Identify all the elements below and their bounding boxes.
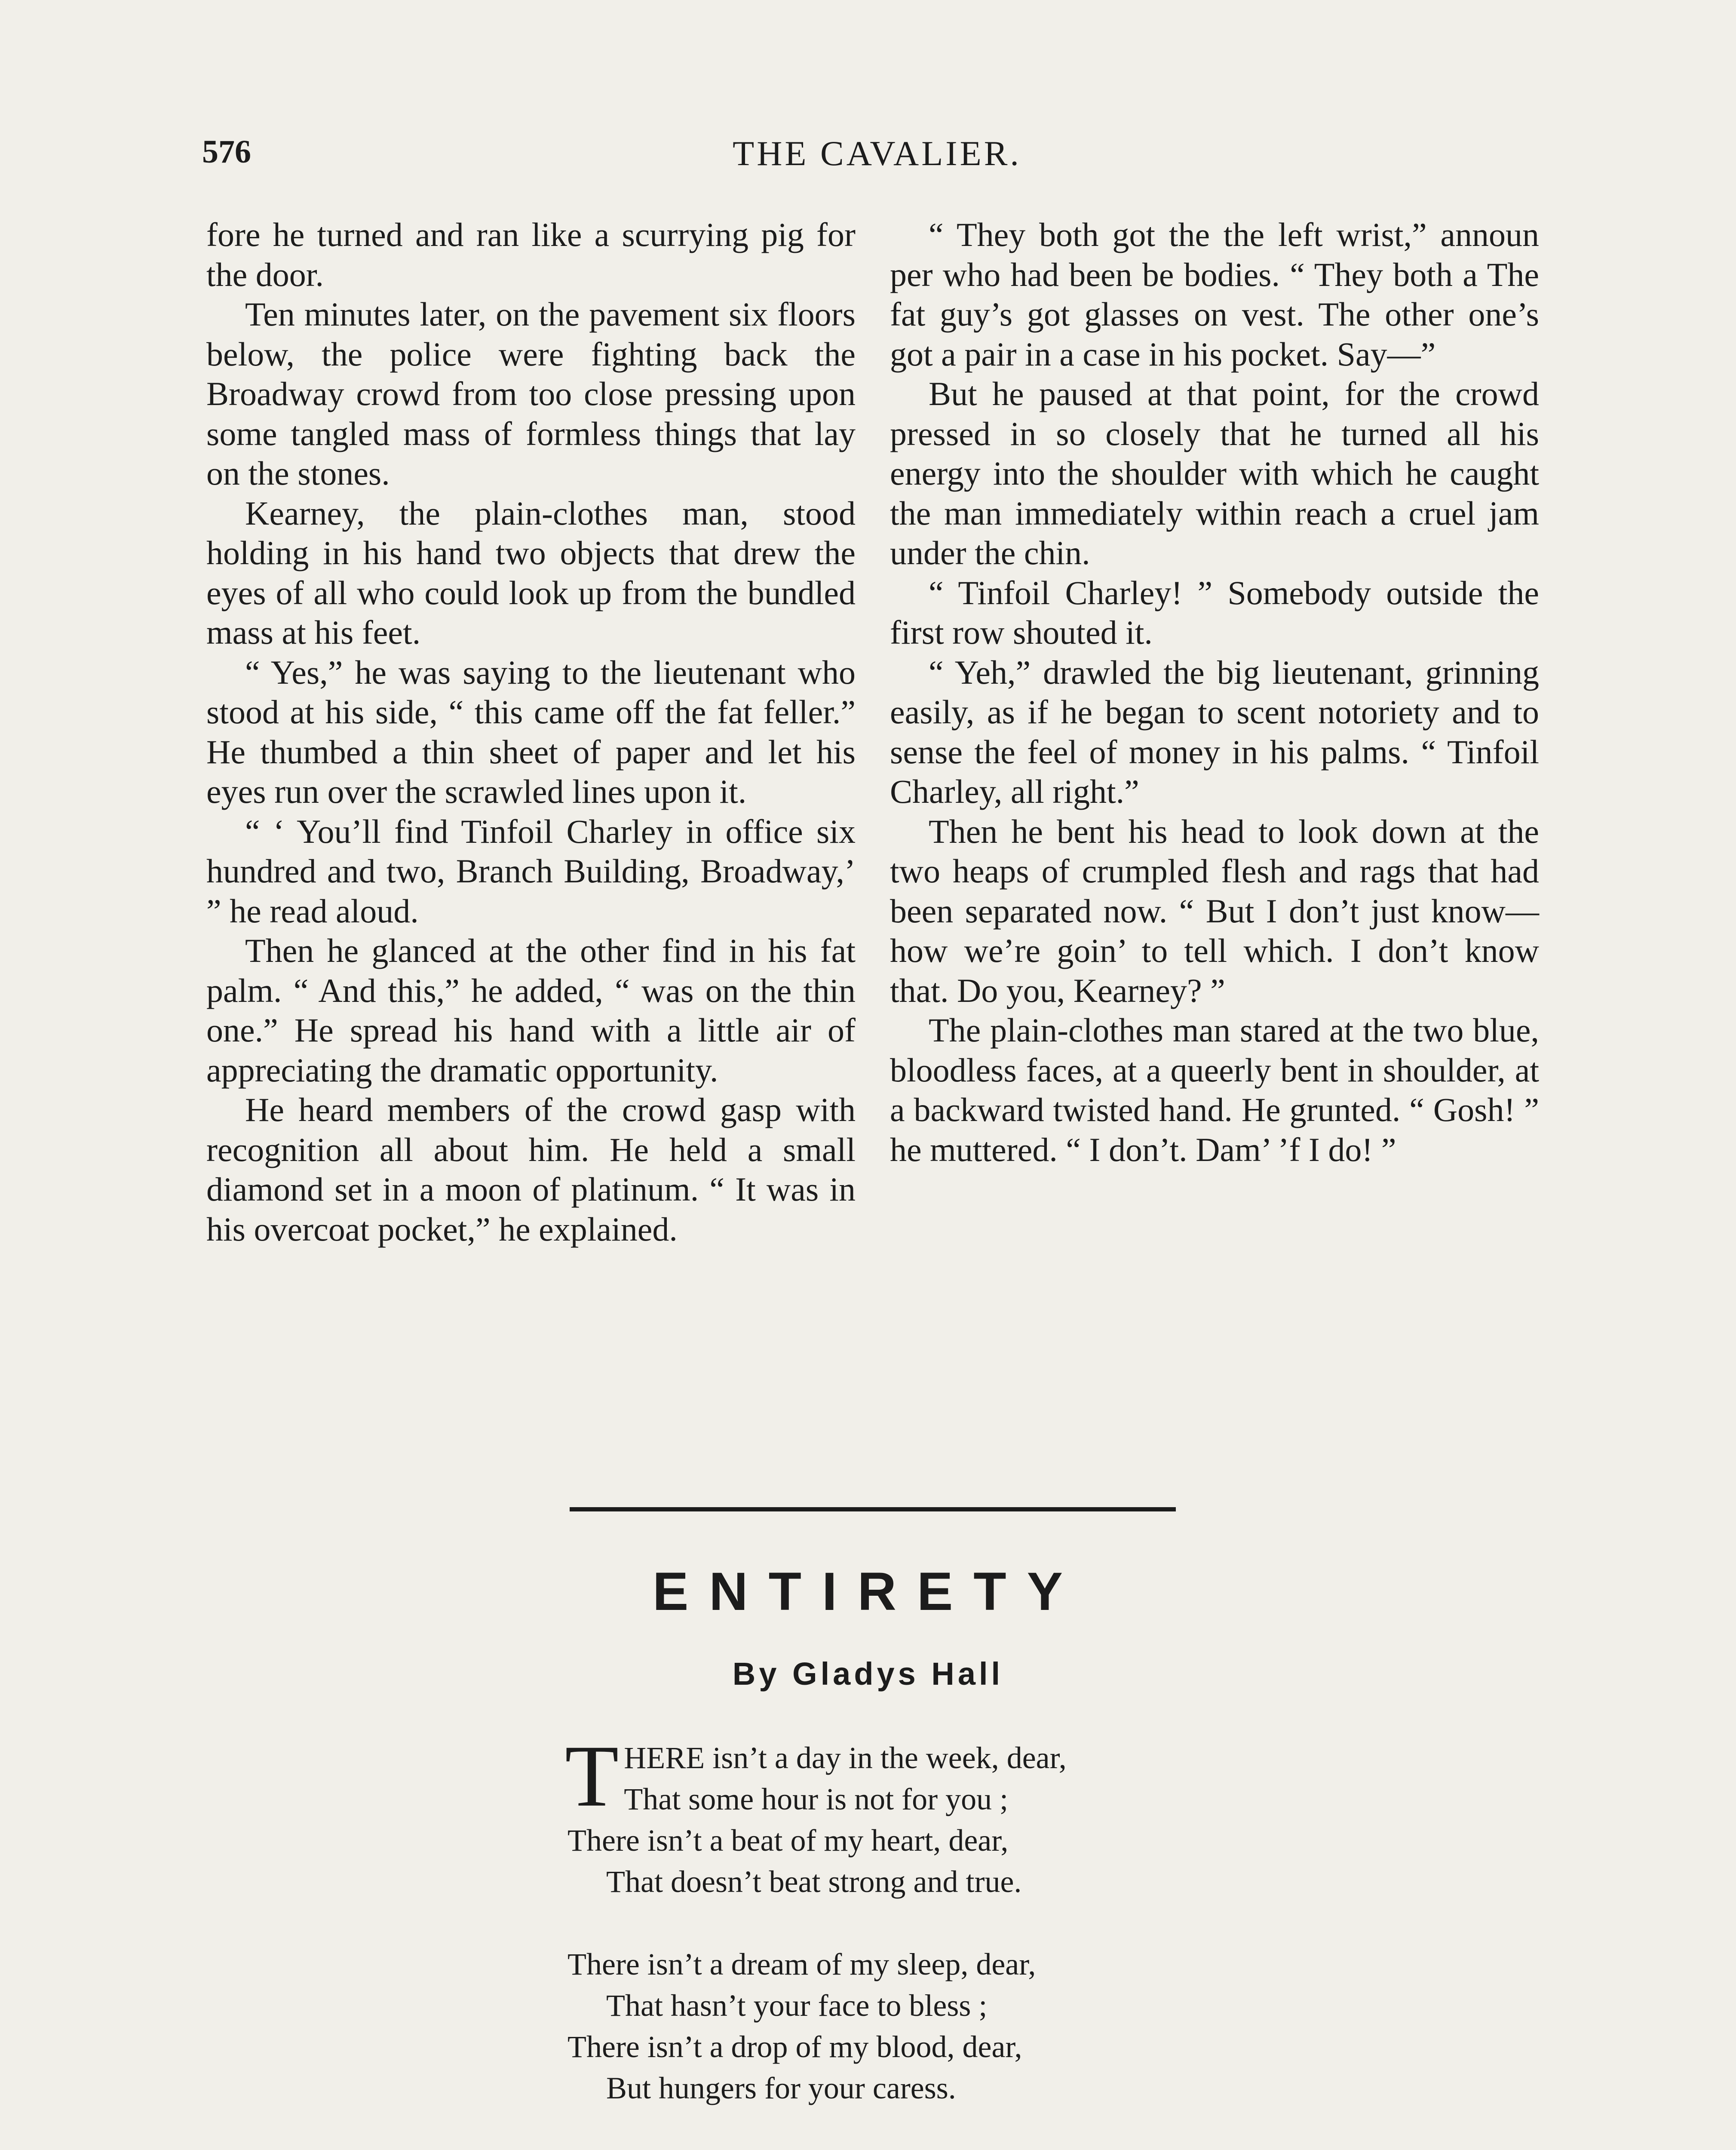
paragraph: He heard members of the crowd gasp with recognition all about him. He held a small diamond set in a moon of platinum. “ It was in his overcoat pocket,” he explained. (206, 1091, 856, 1248)
running-title: THE CAVALIER. (733, 134, 1021, 173)
poem-stanza (565, 1727, 1298, 1902)
poem-line: But hungers for your caress. (606, 2071, 956, 2105)
story-column-right (890, 215, 1539, 1170)
paragraph: Then he bent his head to look down at the two heaps of crumpled flesh and rags that had been separated now. “ But I don’t just know—how we’re goin’ to tell which. I don’t know that. Do you, Kearney? ” (890, 812, 1539, 1009)
paragraph: Ten minutes later, on the pavement six floors below, the police were fighting back the Broadway crowd from too close pressing upon some tangled mass of formless things that lay on the stones. (206, 295, 856, 492)
poem-stanza (567, 1944, 1298, 2109)
page-number: 576 (202, 134, 251, 170)
paragraph: “ Tinfoil Charley! ” Somebody outside the first row shouted it. (890, 574, 1539, 651)
paragraph: fore he turned and ran like a scurrying pig for the door. (206, 216, 856, 293)
section-divider (570, 1507, 1176, 1511)
poem-line: There isn’t a beat of my heart, dear, (567, 1823, 1009, 1858)
drop-cap: T (565, 1727, 619, 1825)
paragraph: The plain-clothes man stared at the two blue, bloodless faces, at a queerly bent in shoulder, at a backward twisted hand. He grunted. “ Gosh! ” he muttered. “ I don’t. Dam’ ’f I do! ” (890, 1011, 1539, 1168)
poem-line: That some hour is not for you ; (624, 1782, 1009, 1816)
poem-line: There isn’t a drop of my blood, dear, (567, 2030, 1022, 2064)
poem-line: There isn’t a dream of my sleep, dear, (567, 1947, 1036, 1981)
paragraph: “ They both got the the left wrist,” announ per who had been be bodies. “ They both a The fat guy’s got glasses on vest. The other one’s got a pair in a case in his pocket. Say—” (890, 216, 1539, 373)
paragraph: Kearney, the plain-clothes man, stood holding in his hand two objects that drew the eyes of all who could look up from the bundled mass at his feet. (206, 494, 856, 651)
page-header (202, 133, 1552, 181)
paragraph: But he paused at that point, for the crowd pressed in so closely that he turned all his energy into the shoulder with which he caught the man immediately within reach a cruel jam under the chin. (890, 375, 1539, 571)
poem-line: HERE isn’t a day in the week, dear, (624, 1741, 1067, 1775)
paragraph: “ Yes,” he was saying to the lieutenant who stood at his side, “ this came off the fat feller.” He thumbed a thin sheet of paper and let his eyes run over the scrawled lines upon it. (206, 653, 856, 810)
poem-body (565, 1727, 1298, 2150)
paragraph: “ Yeh,” drawled the big lieutenant, grinning easily, as if he began to scent notoriety and to sense the feel of money in his palms. “ Tinfoil Charley, all right.” (890, 653, 1539, 810)
poem-title: ENTIRETY (652, 1562, 1084, 1622)
poem-byline: By Gladys Hall (732, 1656, 1004, 1692)
poem-line: That hasn’t your face to bless ; (606, 1988, 988, 2023)
paragraph: Then he glanced at the other find in his fat palm. “ And this,” he added, “ was on the thin one.” He spread his hand with a little air of appreciating the dramatic opportunity. (206, 932, 856, 1089)
paragraph: “ ‘ You’ll find Tinfoil Charley in office six hundred and two, Branch Building, Broadway,’ ” he read aloud. (206, 812, 856, 930)
poem-line: That doesn’t beat strong and true. (606, 1864, 1022, 1899)
story-column-left (206, 215, 856, 1249)
